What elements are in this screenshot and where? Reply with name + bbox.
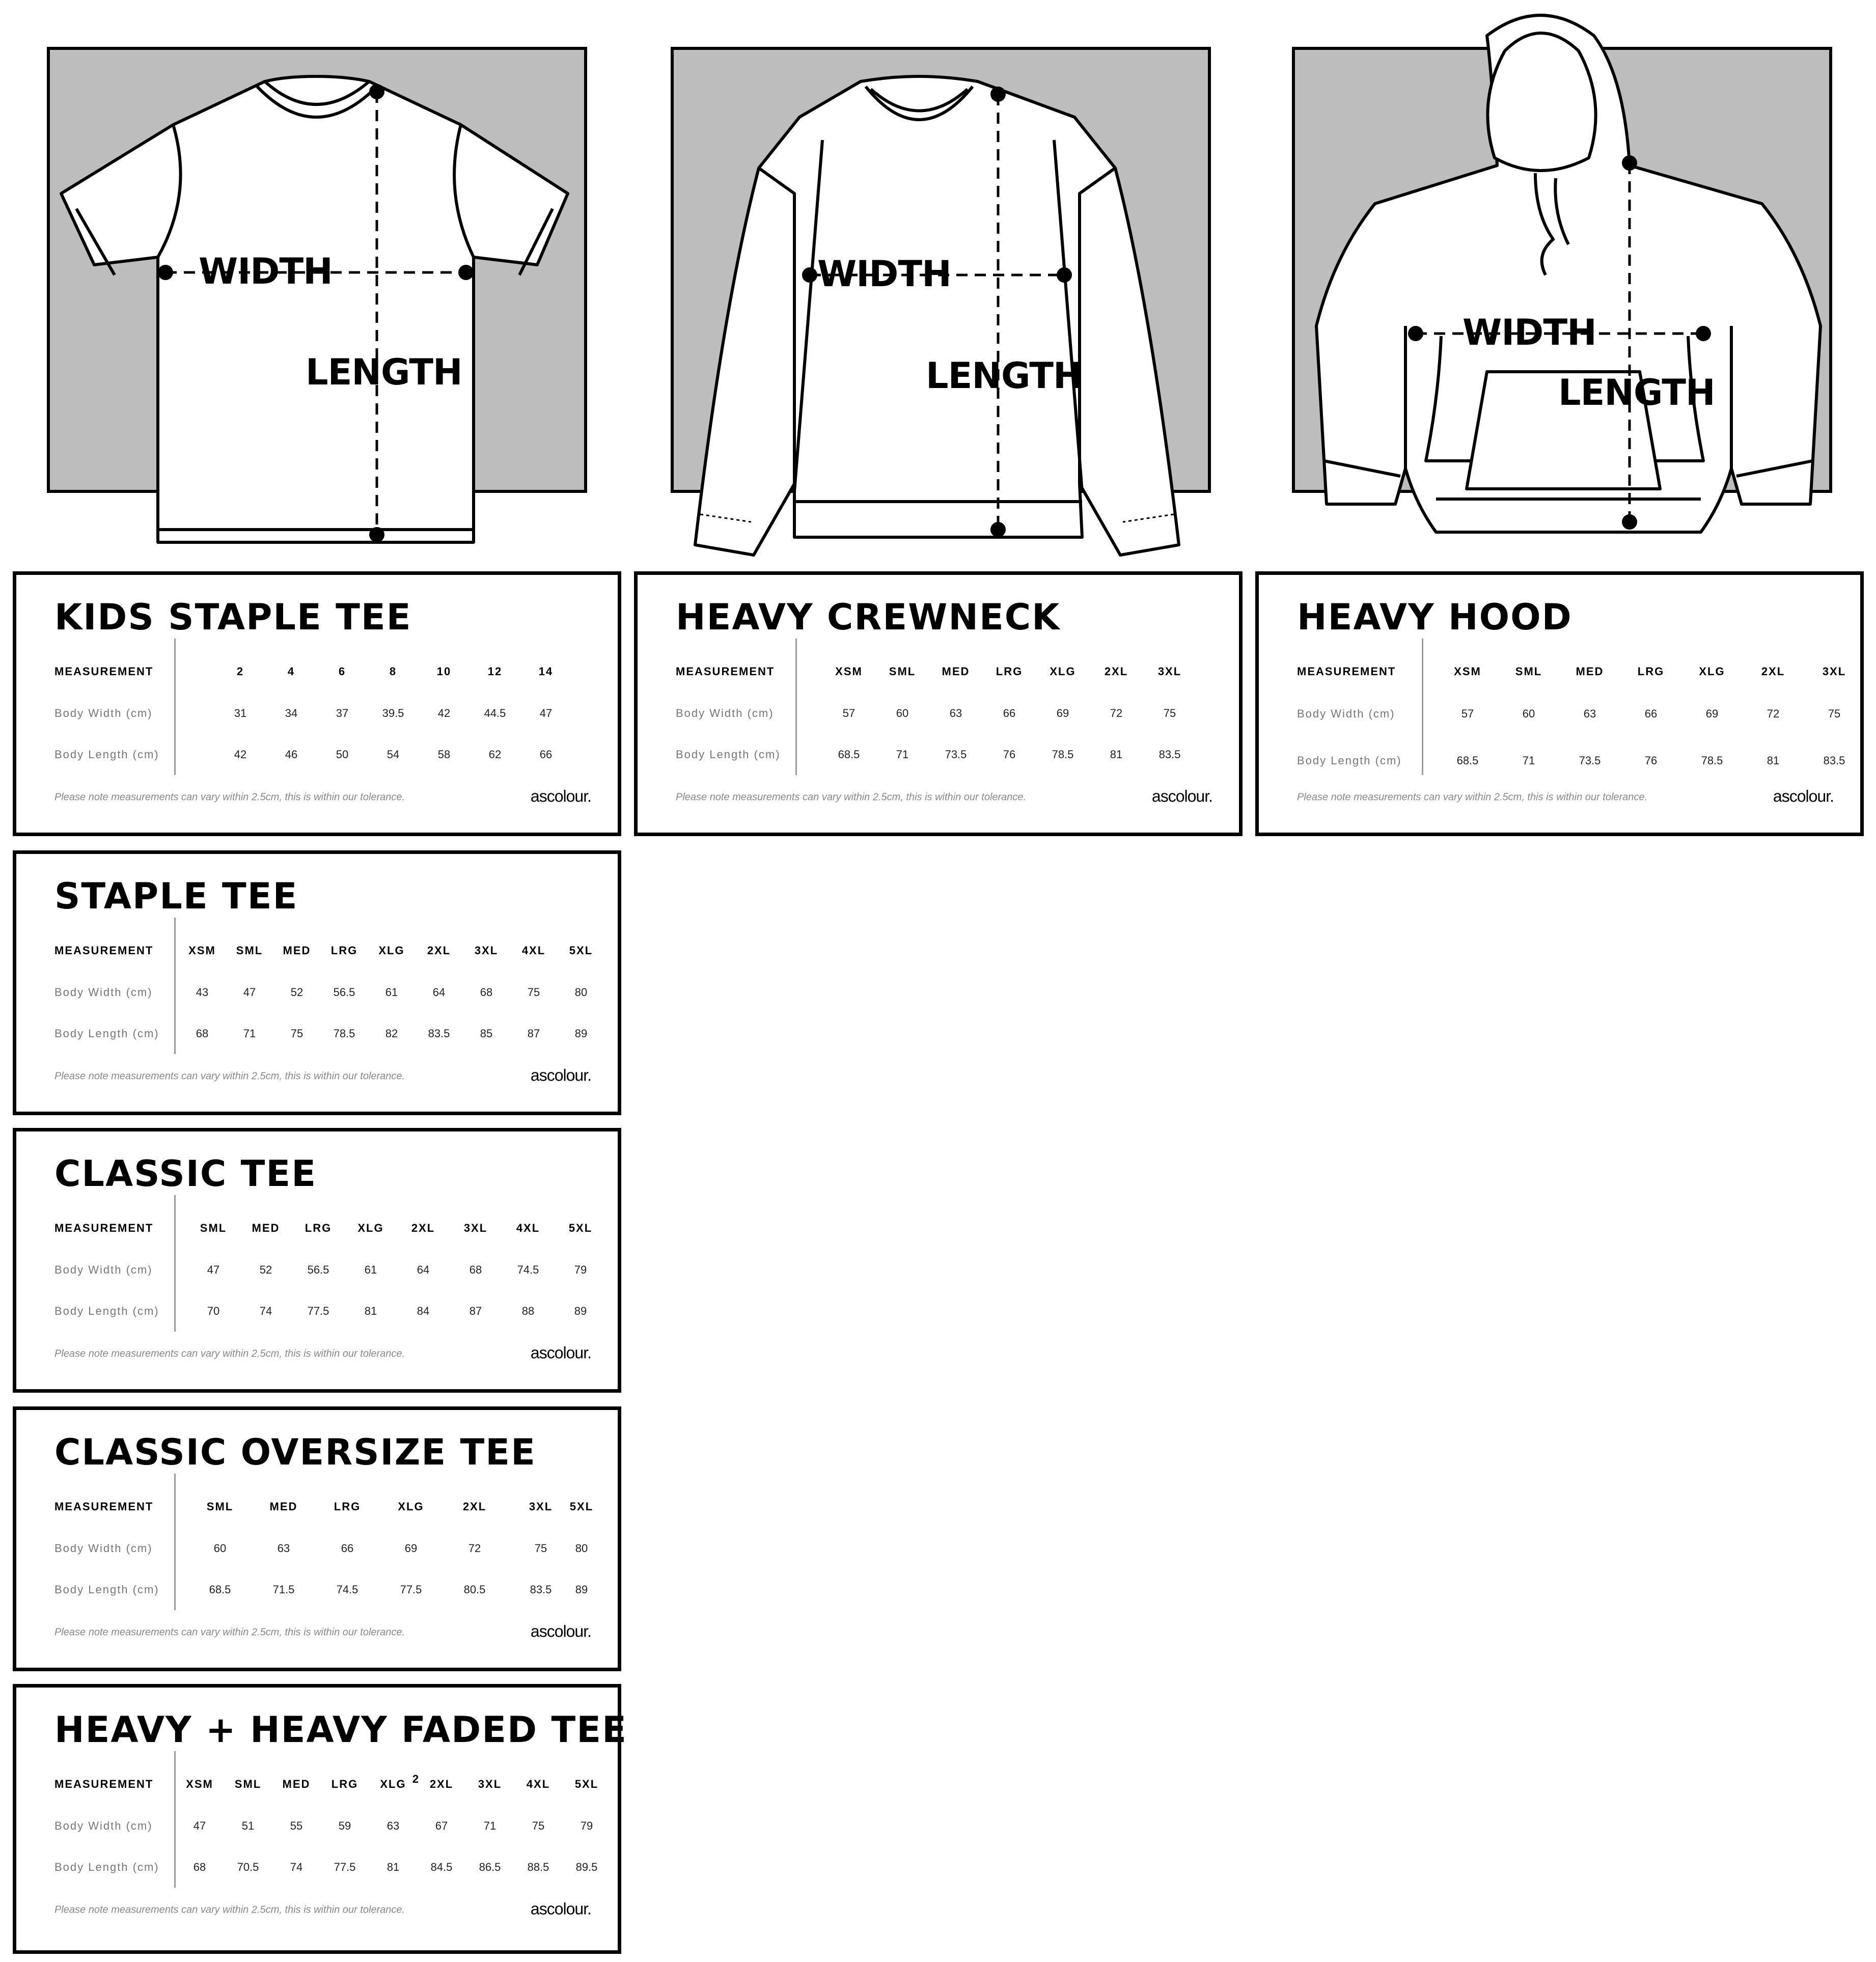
- chart-title: STAPLE TEE: [54, 875, 298, 917]
- size-header: 5XL: [574, 1778, 599, 1790]
- size-header: 2XL: [411, 1222, 435, 1234]
- body-width-value: 61: [364, 1263, 377, 1276]
- size-header: 3XL: [478, 1778, 502, 1790]
- body-width-value: 56.5: [307, 1263, 329, 1276]
- tolerance-note: Please note measurements can vary within 2.5cm, this is within our tolerance.: [54, 791, 405, 803]
- body-width-value: 60: [896, 707, 909, 720]
- body-length-value: 74: [290, 1861, 303, 1873]
- tolerance-note: Please note measurements can vary within 2.5cm, this is within our tolerance.: [54, 1626, 405, 1638]
- size-header: XLG: [1050, 665, 1076, 678]
- brand-logo: ascolour.: [530, 1066, 591, 1085]
- brand-logo: ascolour.: [530, 787, 591, 806]
- body-width-value: 79: [574, 1263, 587, 1276]
- measurement-header: MEASUREMENT: [54, 1778, 154, 1790]
- body-length-value: 89.5: [575, 1861, 598, 1873]
- body-width-label: Body Width (cm): [1297, 707, 1395, 720]
- body-width-value: 63: [387, 1819, 400, 1832]
- body-length-value: 83.5: [428, 1027, 450, 1040]
- body-width-value: 74.5: [517, 1263, 539, 1276]
- size-header: 3XL: [1157, 665, 1182, 678]
- body-width-value: 51: [241, 1819, 255, 1832]
- size-header: MED: [269, 1500, 298, 1513]
- body-length-value: 73.5: [1579, 754, 1601, 767]
- body-length-value: 82: [385, 1027, 398, 1040]
- body-length-value: 68.5: [838, 748, 860, 761]
- body-length-value: 84.5: [430, 1861, 453, 1873]
- body-length-value: 75: [290, 1027, 304, 1040]
- body-length-value: 74: [259, 1305, 272, 1317]
- body-length-value: 68: [193, 1861, 206, 1873]
- size-header: LRG: [1637, 665, 1665, 678]
- body-length-value: 80.5: [463, 1583, 486, 1596]
- body-width-value: 37: [336, 707, 349, 720]
- body-length-value: 71: [1522, 754, 1535, 767]
- body-width-value: 67: [435, 1819, 448, 1832]
- width-label: WIDTH: [199, 251, 333, 292]
- size-header: 2XL: [1761, 665, 1785, 678]
- body-length-value: 54: [387, 748, 400, 761]
- body-length-value: 83.5: [1158, 748, 1181, 761]
- body-width-value: 47: [539, 707, 553, 720]
- body-width-value: 69: [404, 1542, 418, 1555]
- chart-title: HEAVY HOOD: [1297, 596, 1572, 638]
- size-header: 5XL: [569, 944, 593, 957]
- size-header: XSM: [835, 665, 863, 678]
- body-length-label: Body Length (cm): [54, 748, 159, 761]
- body-length-value: 71.5: [272, 1583, 295, 1596]
- brand-logo: ascolour.: [530, 1343, 591, 1362]
- body-length-value: 76: [1644, 754, 1658, 767]
- column-divider: [174, 1195, 176, 1332]
- body-length-value: 81: [364, 1305, 377, 1317]
- body-length-label: Body Length (cm): [54, 1305, 159, 1317]
- size-header: XLG: [398, 1500, 424, 1513]
- size-header: XSM: [188, 944, 216, 957]
- body-length-value: 68.5: [209, 1583, 231, 1596]
- brand-logo: ascolour.: [1151, 787, 1212, 806]
- size-header: MED: [252, 1222, 280, 1234]
- brand-logo: ascolour.: [530, 1622, 591, 1641]
- size-header: 10: [436, 665, 452, 678]
- body-length-value: 89: [574, 1305, 587, 1317]
- size-header: XLG: [357, 1222, 384, 1234]
- size-header: MED: [942, 665, 970, 678]
- body-width-value: 63: [277, 1542, 290, 1555]
- body-width-value: 68: [469, 1263, 482, 1276]
- size-header: LRG: [305, 1222, 332, 1234]
- chart-title: CLASSIC TEE: [54, 1153, 317, 1195]
- measurement-header: MEASUREMENT: [54, 944, 154, 957]
- body-width-label: Body Width (cm): [54, 707, 153, 720]
- body-width-value: 80: [575, 1542, 588, 1555]
- length-label: LENGTH: [926, 355, 1083, 397]
- body-width-value: 39.5: [382, 707, 404, 720]
- size-header: 3XL: [463, 1222, 488, 1234]
- size-header: SML: [1515, 665, 1542, 678]
- body-length-value: 81: [387, 1861, 400, 1873]
- chart-title: CLASSIC OVERSIZE TEE: [54, 1431, 536, 1473]
- size-header: XLG: [380, 1778, 406, 1790]
- body-width-value: 47: [207, 1263, 220, 1276]
- size-header: 6: [338, 665, 346, 678]
- body-length-value: 58: [437, 748, 451, 761]
- body-length-value: 73.5: [945, 748, 967, 761]
- size-header: 2XL: [462, 1500, 487, 1513]
- body-length-value: 68.5: [1456, 754, 1479, 767]
- size-header: 4: [287, 665, 295, 678]
- size-header: MED: [282, 1778, 311, 1790]
- body-length-value: 76: [1003, 748, 1016, 761]
- body-length-value: 46: [285, 748, 298, 761]
- tolerance-note: Please note measurements can vary within 2.5cm, this is within our tolerance.: [676, 791, 1027, 803]
- body-width-value: 31: [234, 707, 247, 720]
- body-width-value: 47: [193, 1819, 206, 1832]
- tolerance-note: Please note measurements can vary within 2.5cm, this is within our tolerance.: [1297, 791, 1648, 803]
- body-width-value: 75: [1828, 707, 1841, 720]
- body-length-label: Body Length (cm): [54, 1583, 159, 1596]
- measurement-header: MEASUREMENT: [54, 1222, 154, 1234]
- size-header: 5XL: [569, 1500, 594, 1513]
- body-width-value: 57: [1461, 707, 1474, 720]
- size-header: 14: [538, 665, 554, 678]
- column-divider: [174, 1751, 176, 1888]
- body-length-value: 71: [896, 748, 909, 761]
- body-length-value: 88.5: [527, 1861, 549, 1873]
- body-width-value: 44.5: [484, 707, 506, 720]
- body-length-label: Body Length (cm): [1297, 754, 1402, 767]
- width-label: WIDTH: [817, 253, 951, 295]
- crewneck-diagram: [626, 0, 1253, 565]
- column-divider: [174, 1474, 176, 1610]
- body-length-value: 88: [521, 1305, 535, 1317]
- body-length-value: 70.5: [237, 1861, 259, 1873]
- body-length-value: 66: [539, 748, 553, 761]
- size-header: XLG: [1699, 665, 1725, 678]
- chart-title: KIDS STAPLE TEE: [54, 596, 412, 638]
- body-length-value: 87: [469, 1305, 482, 1317]
- body-length-value: 86.5: [479, 1861, 501, 1873]
- size-chart-card: [13, 571, 621, 836]
- body-length-value: 42: [234, 748, 247, 761]
- body-width-value: 61: [385, 986, 398, 999]
- measurement-header: MEASUREMENT: [1297, 665, 1396, 678]
- body-length-value: 78.5: [1052, 748, 1074, 761]
- body-width-value: 71: [483, 1819, 496, 1832]
- body-width-value: 63: [949, 707, 962, 720]
- length-label: LENGTH: [306, 351, 462, 393]
- size-chart-card: [13, 1406, 621, 1671]
- size-header: XSM: [1454, 665, 1481, 678]
- body-width-value: 57: [842, 707, 856, 720]
- length-label: LENGTH: [1558, 372, 1715, 413]
- body-width-value: 79: [580, 1819, 593, 1832]
- chart-title: HEAVY + HEAVY FADED TEE: [54, 1709, 627, 1751]
- size-chart-card: [13, 1128, 621, 1393]
- size-chart-card: [13, 850, 621, 1115]
- hood-diagram: [1253, 0, 1876, 545]
- size-header: SML: [234, 1778, 262, 1790]
- body-width-value: 56.5: [333, 986, 355, 999]
- size-header: LRG: [996, 665, 1023, 678]
- body-width-value: 64: [417, 1263, 430, 1276]
- body-width-value: 66: [1644, 707, 1658, 720]
- body-width-value: 72: [1110, 707, 1123, 720]
- brand-logo: ascolour.: [1773, 787, 1834, 806]
- size-header: LRG: [330, 944, 358, 957]
- body-width-value: 80: [574, 986, 588, 999]
- body-width-value: 59: [338, 1819, 351, 1832]
- body-length-value: 77.5: [334, 1861, 356, 1873]
- body-length-value: 83.5: [1823, 754, 1845, 767]
- body-width-value: 75: [534, 1542, 547, 1555]
- body-width-label: Body Width (cm): [54, 1819, 153, 1832]
- size-header: 5XL: [568, 1222, 593, 1234]
- body-width-value: 60: [213, 1542, 227, 1555]
- size-header: XLG: [378, 944, 405, 957]
- body-width-value: 69: [1705, 707, 1719, 720]
- size-header: LRG: [331, 1778, 358, 1790]
- column-divider: [1422, 639, 1423, 775]
- size-header: MED: [1576, 665, 1604, 678]
- body-length-value: 70: [207, 1305, 220, 1317]
- width-label: WIDTH: [1463, 312, 1596, 353]
- body-width-label: Body Width (cm): [676, 707, 774, 720]
- measurement-header: MEASUREMENT: [676, 665, 775, 678]
- size-header: 4XL: [516, 1222, 540, 1234]
- size-header: LRG: [334, 1500, 361, 1513]
- body-width-value: 72: [468, 1542, 481, 1555]
- body-width-value: 68: [480, 986, 493, 999]
- body-length-value: 78.5: [1701, 754, 1723, 767]
- column-divider: [174, 918, 176, 1054]
- body-length-value: 50: [336, 748, 349, 761]
- column-divider: [795, 639, 797, 775]
- body-length-value: 84: [417, 1305, 430, 1317]
- body-width-label: Body Width (cm): [54, 1263, 153, 1276]
- body-length-value: 71: [243, 1027, 256, 1040]
- body-length-value: 68: [196, 1027, 209, 1040]
- size-header: 3XL: [529, 1500, 553, 1513]
- stray-mark: 2: [412, 1773, 420, 1785]
- body-width-value: 64: [432, 986, 446, 999]
- size-header: SML: [200, 1222, 227, 1234]
- size-chart-card: [1255, 571, 1864, 836]
- body-width-value: 52: [259, 1263, 272, 1276]
- size-header: 3XL: [474, 944, 499, 957]
- body-width-label: Body Width (cm): [54, 986, 153, 999]
- body-width-value: 55: [290, 1819, 303, 1832]
- size-header: 3XL: [1822, 665, 1846, 678]
- size-header: 2XL: [427, 944, 451, 957]
- body-width-value: 47: [243, 986, 256, 999]
- body-width-value: 75: [527, 986, 540, 999]
- body-width-value: 66: [1003, 707, 1016, 720]
- body-length-value: 77.5: [400, 1583, 422, 1596]
- body-length-value: 83.5: [530, 1583, 552, 1596]
- body-width-value: 75: [532, 1819, 545, 1832]
- body-length-value: 87: [527, 1027, 540, 1040]
- column-divider: [174, 639, 176, 775]
- body-length-label: Body Length (cm): [676, 748, 781, 761]
- size-header: 4XL: [526, 1778, 550, 1790]
- body-width-value: 75: [1163, 707, 1176, 720]
- body-width-value: 63: [1583, 707, 1596, 720]
- size-header: 2XL: [1104, 665, 1128, 678]
- body-length-value: 89: [575, 1583, 588, 1596]
- size-header: MED: [283, 944, 311, 957]
- measurement-header: MEASUREMENT: [54, 1500, 154, 1513]
- size-header: 8: [389, 665, 397, 678]
- body-width-label: Body Width (cm): [54, 1542, 153, 1555]
- size-header: 4XL: [521, 944, 546, 957]
- body-width-value: 60: [1522, 707, 1535, 720]
- body-length-label: Body Length (cm): [54, 1027, 159, 1040]
- size-header: SML: [236, 944, 263, 957]
- body-width-value: 66: [341, 1542, 354, 1555]
- body-length-value: 77.5: [307, 1305, 329, 1317]
- chart-title: HEAVY CREWNECK: [676, 596, 1061, 638]
- size-header: 12: [487, 665, 503, 678]
- body-width-value: 69: [1056, 707, 1069, 720]
- size-chart-card: [13, 1684, 627, 1954]
- body-width-value: 34: [285, 707, 298, 720]
- body-length-value: 81: [1110, 748, 1123, 761]
- size-header: 2XL: [429, 1778, 454, 1790]
- body-width-value: 42: [437, 707, 451, 720]
- body-length-value: 85: [480, 1027, 493, 1040]
- tee-diagram: [0, 0, 626, 560]
- size-header: SML: [206, 1500, 234, 1513]
- brand-logo: ascolour.: [530, 1899, 591, 1918]
- body-width-value: 43: [196, 986, 209, 999]
- body-length-value: 78.5: [333, 1027, 355, 1040]
- tolerance-note: Please note measurements can vary within 2.5cm, this is within our tolerance.: [54, 1070, 405, 1082]
- size-header: SML: [889, 665, 916, 678]
- size-chart-card: [634, 571, 1243, 836]
- size-header: XSM: [186, 1778, 213, 1790]
- body-length-value: 62: [488, 748, 502, 761]
- tolerance-note: Please note measurements can vary within 2.5cm, this is within our tolerance.: [54, 1348, 405, 1360]
- body-length-value: 89: [574, 1027, 588, 1040]
- body-width-value: 52: [290, 986, 304, 999]
- body-length-label: Body Length (cm): [54, 1861, 159, 1873]
- size-header: 2: [236, 665, 244, 678]
- body-length-value: 81: [1767, 754, 1780, 767]
- measurement-header: MEASUREMENT: [54, 665, 154, 678]
- tolerance-note: Please note measurements can vary within 2.5cm, this is within our tolerance.: [54, 1904, 405, 1916]
- body-width-value: 72: [1767, 707, 1780, 720]
- body-length-value: 74.5: [336, 1583, 358, 1596]
